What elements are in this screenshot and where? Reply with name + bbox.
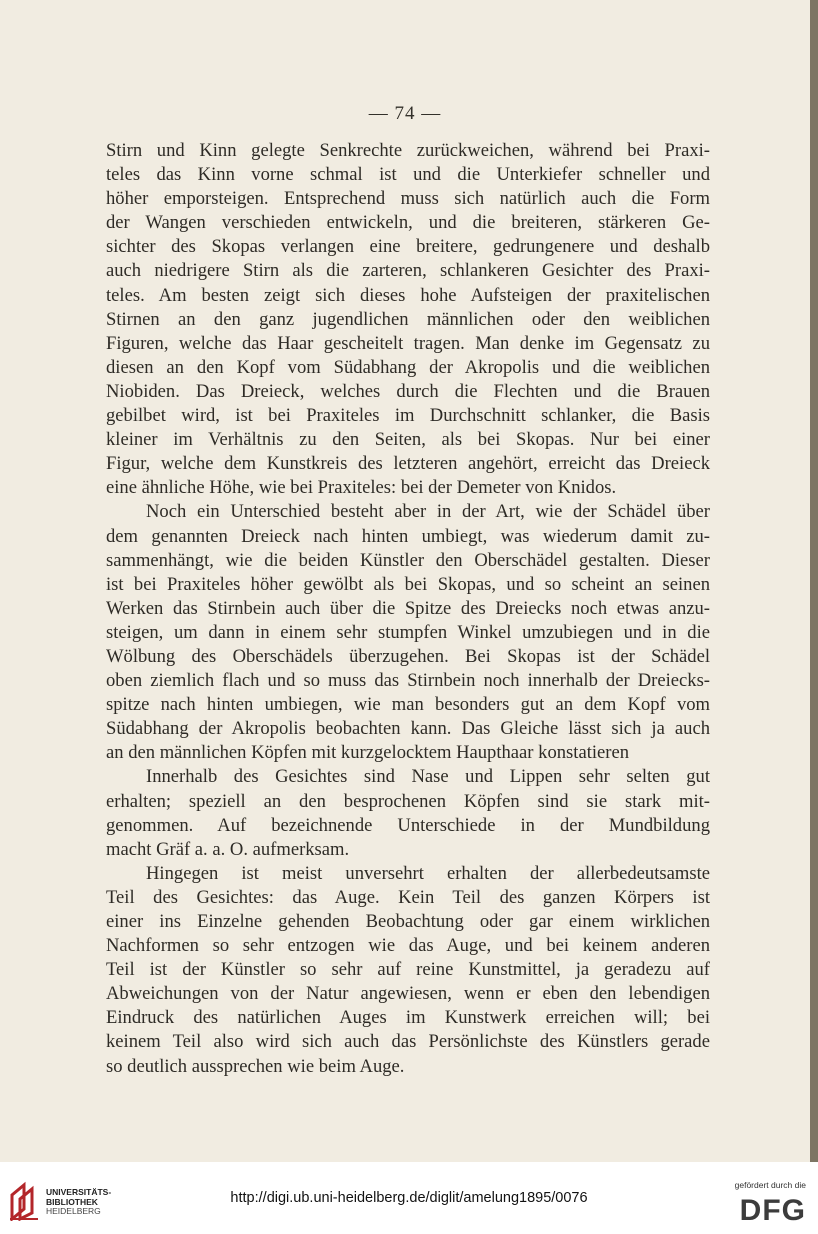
text-line: diesen an den Kopf vom Südabhang der Akropolis und die weiblichen xyxy=(106,356,710,378)
page-number: — 74 — xyxy=(368,103,442,124)
text-line: eine ähnliche Höhe, wie bei Praxiteles: bei der Demeter von Knidos. xyxy=(106,477,617,499)
text-line: Niobiden. Das Dreieck, welches durch die Flechten und die Brauen xyxy=(106,380,710,402)
text-line: der Wangen verschieden entwickeln, und die breiteren, stärkeren Ge- xyxy=(106,212,710,234)
text-line: Teil des Gesichtes: das Auge. Kein Teil des ganzen Körpers ist xyxy=(106,886,710,908)
text-line: Noch ein Unterschied besteht aber in der Art, wie der Schädel über xyxy=(146,501,710,523)
text-line: Stirn und Kinn gelegte Senkrechte zurückweichen, während bei Praxi- xyxy=(106,140,710,161)
text-line: dem genannten Dreieck nach hinten umbiegt, was wiederum damit zu- xyxy=(106,525,710,547)
text-line: einer ins Einzelne gehenden Beobachtung oder gar einem wirklichen xyxy=(106,911,710,932)
text-line: teles das Kinn vorne schmal ist und die Unterkiefer schneller und xyxy=(106,164,710,186)
text-line: ist bei Praxiteles höher gewölbt als bei Skopas, und so scheint an seinen xyxy=(106,573,710,595)
text-line: Hingegen ist meist unversehrt erhalten der allerbedeutsamste xyxy=(146,862,710,884)
paragraph xyxy=(106,139,710,500)
text-line: steigen, um dann in einem sehr stumpfen Winkel umzubiegen und in die xyxy=(106,621,710,643)
text-line: Nachformen so sehr entzogen wie das Auge, und bei keinem anderen xyxy=(106,935,710,957)
text-line: Figur, welche dem Kunstkreis des letzteren angehört, erreicht das Dreieck xyxy=(106,453,710,475)
text-line: Wölbung des Oberschädels überzugehen. Bei Skopas ist der Schädel xyxy=(106,645,710,667)
text-line: erhalten; speziell an den besprochenen Köpfen sind sie stark mit- xyxy=(106,790,710,812)
footer-bar xyxy=(0,1162,818,1234)
body-text xyxy=(106,139,710,1079)
text-line: höher emporsteigen. Entsprechend muss sich natürlich auch die Form xyxy=(106,188,710,210)
text-line: Stirnen an den ganz jugendlichen männlichen oder den weiblichen xyxy=(106,308,710,330)
permalink-url[interactable]: http://digi.ub.uni-heidelberg.de/diglit/amelung1895/0076 xyxy=(230,1190,588,1206)
text-line: teles. Am besten zeigt sich dieses hohe Aufsteigen der praxitelischen xyxy=(106,284,710,306)
dfg-logo: DFG xyxy=(739,1194,806,1227)
paragraph xyxy=(106,862,710,1079)
text-line: Eindruck des natürlichen Auges im Kunstwerk erreichen will; bei xyxy=(106,1007,710,1029)
text-line: Abweichungen von der Natur angewiesen, wenn er eben den lebendigen xyxy=(106,983,710,1005)
library-name-line2: BIBLIOTHEK xyxy=(46,1196,98,1207)
text-line: so deutlich aussprechen wie beim Auge. xyxy=(106,1055,405,1077)
text-line: spitze nach hinten umbiegen, wie man besonders gut an dem Kopf vom xyxy=(106,694,710,716)
page-edge xyxy=(810,0,818,1162)
text-line: an den männlichen Köpfen mit kurzgelocktem Haupthaar konstatieren xyxy=(106,742,630,764)
funding-caption: gefördert durch die xyxy=(734,1180,806,1190)
text-line: Innerhalb des Gesichtes sind Nase und Lippen sehr selten gut xyxy=(146,766,710,788)
text-line: oben ziemlich flach und so muss das Stirnbein noch innerhalb der Dreiecks- xyxy=(106,670,710,692)
text-line: Südabhang der Akropolis beobachten kann. Das Gleiche lässt sich ja auch xyxy=(106,718,710,740)
paragraph xyxy=(106,500,710,765)
text-line: Werken das Stirnbein auch über die Spitze des Dreiecks noch etwas anzu- xyxy=(106,597,710,619)
text-line: auch niedrigere Stirn als die zarteren, schlankeren Gesichter des Praxi- xyxy=(106,260,710,282)
library-name-line1: UNIVERSITÄTS- xyxy=(46,1187,112,1197)
library-name-line3: HEIDELBERG xyxy=(46,1206,101,1216)
text-line: sammenhängt, wie die beiden Künstler den Oberschädel gestalten. Dieser xyxy=(106,549,710,571)
text-line: sichter des Skopas verlangen eine breitere, gedrungenere und deshalb xyxy=(106,236,710,258)
text-line: genommen. Auf bezeichnende Unterschiede in der Mundbildung xyxy=(106,814,710,836)
text-line: Figuren, welche das Haar gescheitelt tragen. Man denke im Gegensatz zu xyxy=(106,332,710,354)
text-line: kleiner im Verhältnis zu den Seiten, als bei Skopas. Nur bei einer xyxy=(106,429,710,451)
text-line: macht Gräf a. a. O. aufmerksam. xyxy=(106,838,350,860)
text-line: keinem Teil also wird sich auch das Persönlichste des Künstlers gerade xyxy=(106,1031,710,1053)
paragraph xyxy=(106,765,710,861)
text-line: gebilbet wird, ist bei Praxiteles im Durchschnitt schlanker, die Basis xyxy=(106,405,710,427)
text-line: Teil ist der Künstler so sehr auf reine Kunstmittel, ja geradezu auf xyxy=(106,959,710,981)
